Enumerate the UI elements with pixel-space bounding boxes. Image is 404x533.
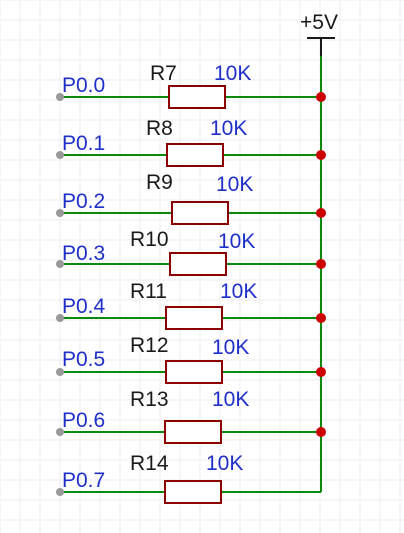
resistor-ref: R10 (130, 228, 169, 251)
resistor-value: 10K (212, 388, 250, 411)
junction-dot (316, 427, 326, 437)
port-label: P0.0 (62, 74, 106, 97)
power-supply (300, 11, 338, 56)
resistor-r9[interactable] (172, 202, 228, 224)
resistor-row-r10 (56, 228, 326, 275)
junction-dot (316, 367, 326, 377)
resistor-ref: R9 (146, 171, 173, 194)
port-label: P0.3 (62, 242, 106, 265)
resistor-ref: R11 (130, 280, 167, 303)
resistor-row-r11 (56, 280, 326, 329)
resistor-ref: R14 (130, 452, 169, 475)
resistor-value: 10K (206, 452, 244, 475)
junction-dot (316, 259, 326, 269)
junction-dot (316, 208, 326, 218)
port-label: P0.5 (62, 348, 106, 371)
port-label: P0.7 (62, 469, 106, 492)
port-label: P0.2 (62, 190, 106, 213)
resistor-r7[interactable] (169, 86, 225, 108)
resistor-row-r13 (56, 388, 326, 443)
resistor-row-r12 (56, 334, 326, 383)
resistor-row-r9 (56, 171, 326, 224)
resistor-r10[interactable] (170, 253, 226, 275)
resistor-value: 10K (214, 62, 252, 85)
junction-dot (316, 92, 326, 102)
junction-dot (316, 150, 326, 160)
resistor-r8[interactable] (167, 144, 223, 166)
resistor-row-r8 (56, 117, 326, 166)
resistor-value: 10K (212, 336, 250, 359)
resistor-r12[interactable] (166, 361, 222, 383)
supply-label: +5V (300, 11, 338, 34)
resistor-value: 10K (218, 230, 256, 253)
resistor-r13[interactable] (165, 421, 221, 443)
port-label: P0.4 (62, 295, 106, 318)
port-label: P0.1 (62, 132, 106, 155)
port-label: P0.6 (62, 409, 106, 432)
resistor-row-r7 (56, 62, 326, 108)
resistor-ref: R8 (146, 117, 173, 140)
resistor-r14[interactable] (165, 481, 221, 503)
resistor-ref: R12 (130, 334, 169, 357)
junction-dot (316, 313, 326, 323)
resistor-ref: R7 (150, 62, 177, 85)
resistor-value: 10K (220, 280, 258, 303)
resistor-r11[interactable] (166, 307, 222, 329)
resistor-value: 10K (216, 173, 254, 196)
resistor-ref: R13 (130, 388, 169, 411)
resistor-value: 10K (210, 117, 248, 140)
